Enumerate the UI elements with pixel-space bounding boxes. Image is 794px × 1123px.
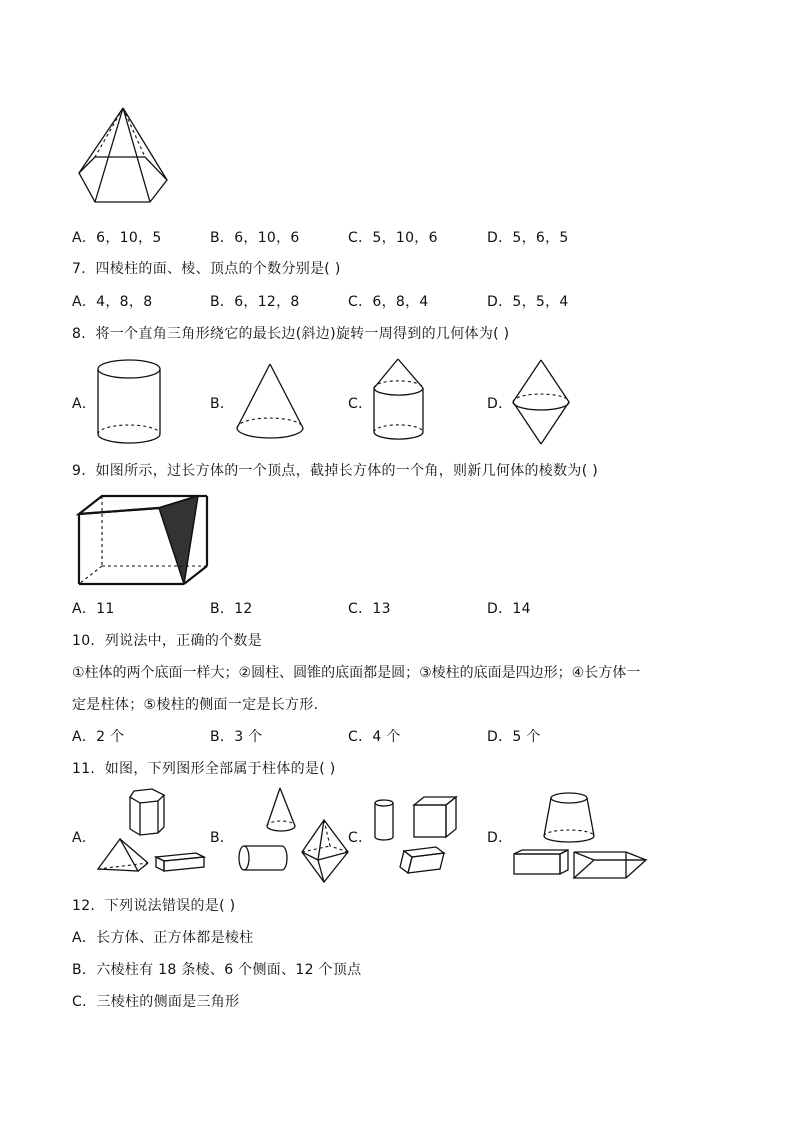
q10-statement-line2: 定是柱体；⑤棱柱的侧面一定是长方形.: [72, 697, 319, 713]
q8-stem: 8．将一个直角三角形绕它的最长边(斜边)旋转一周得到的几何体为( ): [72, 326, 510, 342]
q10-statement-line1: ①柱体的两个底面一样大；②圆柱、圆锥的底面都是圆；③棱柱的底面是四边形；④长方体一: [72, 665, 641, 681]
q10-option-d: D．5 个: [487, 729, 541, 745]
q7-stem: 7．四棱柱的面、棱、顶点的个数分别是( ): [72, 261, 341, 277]
cylinder-icon: [92, 356, 168, 448]
q7-option-b: B．6，12，8: [210, 294, 300, 310]
q7-option-d: D．5，5，4: [487, 294, 569, 310]
q12-option-b: B．六棱柱有 18 条棱、6 个侧面、12 个顶点: [72, 962, 362, 978]
q9-option-c: C．13: [348, 601, 391, 617]
q11-stem: 11．如图，下列图形全部属于柱体的是( ): [72, 761, 336, 777]
q6-option-d: D．5，6，5: [487, 230, 569, 246]
q9-stem: 9．如图所示，过长方体的一个顶点，截掉长方体的一个角，则新几何体的棱数为( ): [72, 463, 598, 479]
q12-stem: 12．下列说法错误的是( ): [72, 898, 236, 914]
q9-option-b: B．12: [210, 601, 253, 617]
truncated-cuboid-icon: [74, 490, 216, 590]
q10-option-a: A．2 个: [72, 729, 125, 745]
q10-stem: 10．列说法中，正确的个数是: [72, 633, 263, 649]
q11-option-a-label: A．: [72, 830, 97, 846]
q8-option-a-label: A．: [72, 396, 97, 412]
q8-option-d-label: D．: [487, 396, 513, 412]
pentagonal-pyramid-icon: [70, 100, 180, 210]
q8-option-c-label: C．: [348, 396, 373, 412]
q10-option-c: C．4 个: [348, 729, 401, 745]
q11-option-b-label: B．: [210, 830, 235, 846]
cylinder-cube-prism-group-icon: [368, 793, 464, 879]
double-cone-icon: [507, 356, 577, 448]
q12-option-c: C．三棱柱的侧面是三角形: [72, 994, 240, 1010]
q7-option-c: C．6，8，4: [348, 294, 429, 310]
q10-option-b: B．3 个: [210, 729, 263, 745]
q11-option-d-label: D．: [487, 830, 513, 846]
prism-pyramid-cuboid-group-icon: [94, 785, 210, 877]
q6-option-b: B．6，10，6: [210, 230, 300, 246]
cone-cylinder-octahedron-group-icon: [234, 786, 354, 882]
cone-icon: [230, 360, 310, 444]
q9-option-d: D．14: [487, 601, 531, 617]
q8-option-b-label: B．: [210, 396, 235, 412]
frustum-cuboid-parallelepiped-group-icon: [508, 790, 650, 882]
cone-on-cylinder-icon: [368, 355, 430, 449]
q6-option-c: C．5，10，6: [348, 230, 438, 246]
q7-option-a: A．4，8，8: [72, 294, 153, 310]
q6-option-a: A．6，10，5: [72, 230, 162, 246]
q12-option-a: A．长方体、正方体都是棱柱: [72, 930, 254, 946]
q11-option-c-label: C．: [348, 830, 373, 846]
q9-option-a: A．11: [72, 601, 115, 617]
